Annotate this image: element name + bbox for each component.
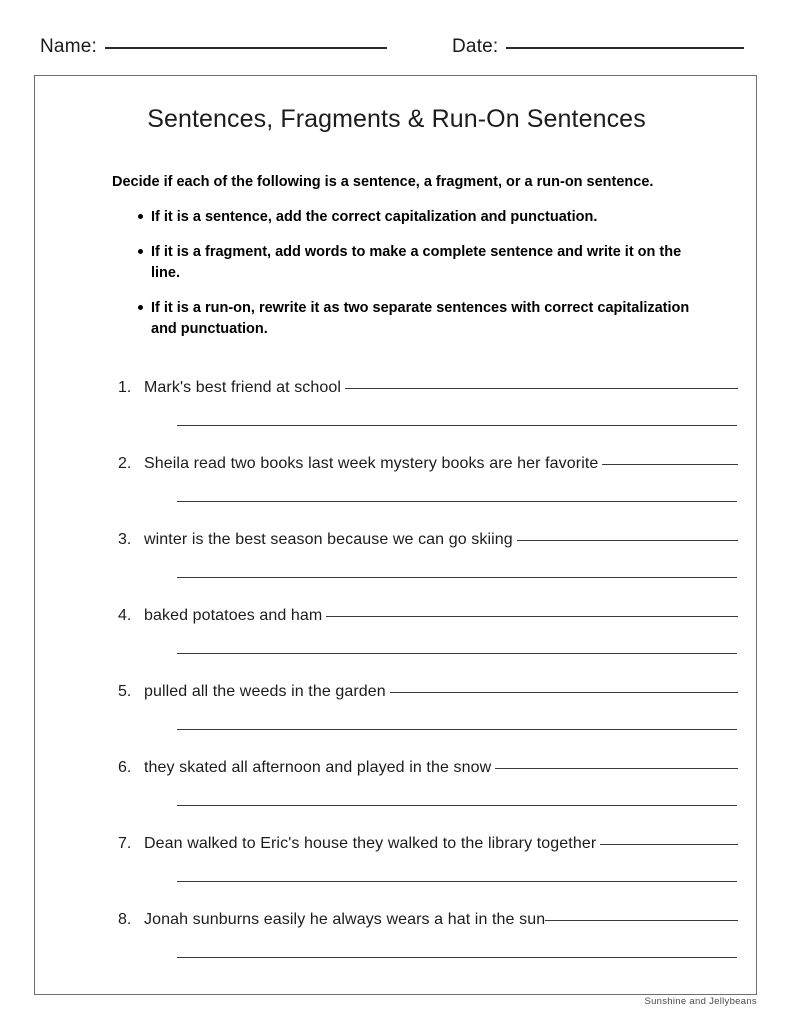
list-item: [138, 298, 702, 339]
question-number: 1.: [118, 379, 132, 396]
question-number: 4.: [118, 607, 132, 624]
answer-write-line-7b[interactable]: [177, 881, 737, 882]
bullet-text: If it is a fragment, add words to make a complete sentence and write it on the line.: [151, 244, 682, 281]
question-item-1: [35, 379, 758, 455]
question-item-5: [35, 683, 758, 759]
answer-write-line-2b[interactable]: [177, 501, 737, 502]
question-list: [35, 379, 758, 987]
question-number: 3.: [118, 531, 132, 548]
question-number: 7.: [118, 835, 132, 852]
question-prompt-row: [118, 759, 738, 777]
bullet-dot-icon: [138, 249, 143, 254]
answer-write-line-2a[interactable]: [602, 464, 738, 465]
question-text: Jonah sunburns easily he always wears a hat in the sun: [144, 911, 546, 928]
bullet-dot-icon: [138, 214, 143, 219]
worksheet-border-box: [34, 75, 757, 995]
answer-write-line-6a[interactable]: [495, 768, 738, 769]
name-field-group: [40, 36, 387, 58]
answer-write-line-3a[interactable]: [517, 540, 738, 541]
list-item: [138, 207, 702, 228]
question-item-3: [35, 531, 758, 607]
date-label: Date:: [452, 36, 499, 57]
answer-write-line-7a[interactable]: [600, 844, 738, 845]
name-write-line[interactable]: [105, 47, 387, 49]
date-write-line[interactable]: [506, 47, 744, 49]
question-item-2: [35, 455, 758, 531]
question-text: Mark's best friend at school: [144, 379, 342, 396]
answer-write-line-1b[interactable]: [177, 425, 737, 426]
answer-write-line-4b[interactable]: [177, 653, 737, 654]
question-item-7: [35, 835, 758, 911]
bullet-dot-icon: [138, 305, 143, 310]
question-text: Dean walked to Eric's house they walked to the library together: [144, 835, 597, 852]
date-field-group: [452, 36, 744, 58]
question-prompt-row: [118, 835, 738, 853]
question-item-6: [35, 759, 758, 835]
answer-write-line-3b[interactable]: [177, 577, 737, 578]
question-text: Sheila read two books last week mystery books are her favorite: [144, 455, 599, 472]
answer-write-line-1a[interactable]: [345, 388, 738, 389]
answer-write-line-6b[interactable]: [177, 805, 737, 806]
name-date-header: [0, 36, 791, 66]
question-prompt-row: [118, 683, 738, 701]
answer-write-line-4a[interactable]: [326, 616, 738, 617]
question-prompt-row: [118, 607, 738, 625]
question-text: winter is the best season because we can go skiing: [144, 531, 513, 548]
name-label: Name:: [40, 36, 97, 57]
directions-bullet-list: [112, 207, 702, 340]
directions-block: [112, 172, 702, 339]
bullet-text: If it is a run-on, rewrite it as two separate sentences with correct capitalization and punctuation.: [151, 300, 690, 337]
bullet-text: If it is a sentence, add the correct capitalization and punctuation.: [151, 208, 598, 225]
question-text: they skated all afternoon and played in the snow: [144, 759, 492, 776]
question-prompt-row: [118, 379, 738, 397]
footer-credit: Sunshine and Jellybeans: [644, 996, 757, 1007]
answer-write-line-8a[interactable]: [545, 920, 738, 921]
question-item-8: [35, 911, 758, 987]
question-number: 5.: [118, 683, 132, 700]
answer-write-line-5a[interactable]: [390, 692, 738, 693]
question-item-4: [35, 607, 758, 683]
question-number: 2.: [118, 455, 132, 472]
question-prompt-row: [118, 531, 738, 549]
question-prompt-row: [118, 911, 738, 929]
page-title: Sentences, Fragments & Run-On Sentences: [147, 105, 646, 133]
question-prompt-row: [118, 455, 738, 473]
question-text: baked potatoes and ham: [144, 607, 323, 624]
directions-lead-text: Decide if each of the following is a sentence, a fragment, or a run-on sentence.: [112, 174, 654, 190]
question-number: 8.: [118, 911, 132, 928]
question-text: pulled all the weeds in the garden: [144, 683, 386, 700]
question-number: 6.: [118, 759, 132, 776]
answer-write-line-8b[interactable]: [177, 957, 737, 958]
answer-write-line-5b[interactable]: [177, 729, 737, 730]
list-item: [138, 242, 702, 283]
